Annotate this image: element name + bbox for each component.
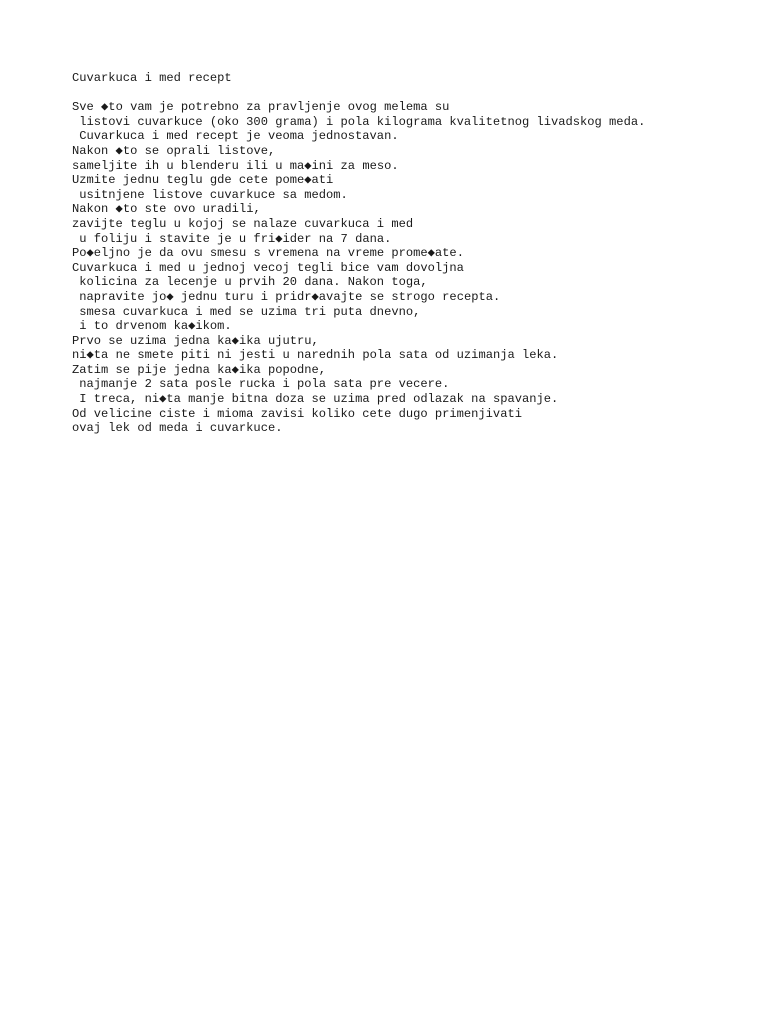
text-line: Sve ◆to vam je potrebno za pravljenje ovog melema su <box>72 100 450 115</box>
text-line: I treca, ni◆ta manje bitna doza se uzima pred odlazak na spavanje. <box>72 392 559 407</box>
text-line: listovi cuvarkuce (oko 300 grama) i pola kilograma kvalitetnog livadskog meda. <box>72 114 646 129</box>
text-line: zavijte teglu u kojoj se nalaze cuvarkuca i med <box>72 216 414 231</box>
text-line: Od velicine ciste i mioma zavisi koliko cete dugo primenjivati <box>72 406 522 421</box>
document-page <box>72 71 768 436</box>
text-line: Prvo se uzima jedna ka◆ika ujutru, <box>72 333 319 348</box>
text-line: kolicina za lecenje u prvih 20 dana. Nakon toga, <box>72 275 428 290</box>
text-line: u foliju i stavite je u fri◆ider na 7 dana. <box>72 231 392 246</box>
text-line: Zatim se pije jedna ka◆ika popodne, <box>72 362 327 377</box>
text-line: smesa cuvarkuca i med se uzima tri puta dnevno, <box>72 304 421 319</box>
document-title: Cuvarkuca i med recept <box>72 71 232 85</box>
text-line <box>72 86 768 101</box>
text-line: usitnjene listove cuvarkuce sa medom. <box>72 187 348 202</box>
text-line: i to drvenom ka◆ikom. <box>72 319 232 334</box>
text-line: ovaj lek od meda i cuvarkuce. <box>72 421 283 436</box>
text-line: ni◆ta ne smete piti ni jesti u narednih pola sata od uzimanja leka. <box>72 348 559 363</box>
text-line: napravite jo◆ jednu turu i pridr◆avajte se strogo recepta. <box>72 289 501 304</box>
text-line: Cuvarkuca i med recept je veoma jednostavan. <box>72 129 399 144</box>
text-line: najmanje 2 sata posle rucka i pola sata pre vecere. <box>72 377 450 392</box>
text-line: sameljite ih u blenderu ili u ma◆ini za meso. <box>72 158 399 173</box>
text-line: Po◆eljno je da ovu smesu s vremena na vreme prome◆ate. <box>72 246 464 261</box>
text-line: Nakon ◆to ste ovo uradili, <box>72 202 261 217</box>
text-line: Cuvarkuca i med u jednoj vecoj tegli bice vam dovoljna <box>72 260 464 275</box>
text-line: Nakon ◆to se oprali listove, <box>72 143 276 158</box>
text-line: Uzmite jednu teglu gde cete pome◆ati <box>72 173 334 188</box>
